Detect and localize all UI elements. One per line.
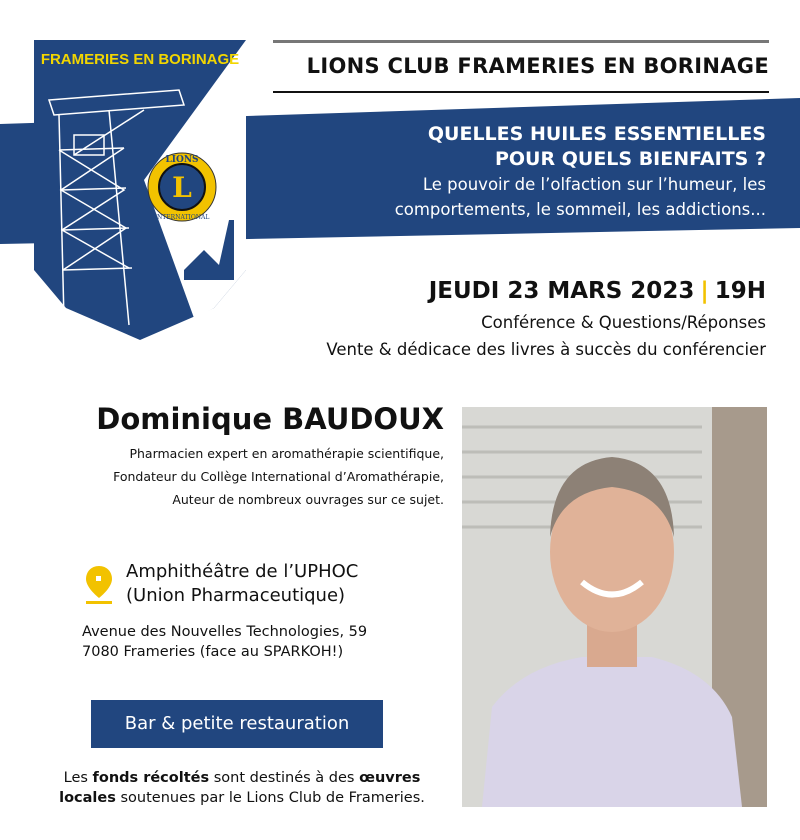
speaker-name: Dominique BAUDOUX xyxy=(96,402,444,436)
location-pin-icon xyxy=(84,564,114,604)
speaker-desc-line: Auteur de nombreux ouvrages sur ce sujet. xyxy=(172,492,444,507)
event-line: Vente & dédicace des livres à succès du conférencier xyxy=(326,340,766,359)
speaker-photo xyxy=(462,407,767,807)
svg-text:INTERNATIONAL: INTERNATIONAL xyxy=(154,214,210,221)
venue-name-line: Amphithéâtre de l’UPHOC xyxy=(126,561,359,582)
address-line: 7080 Frameries (face au SPARKOH!) xyxy=(82,644,344,660)
club-title: LIONS CLUB FRAMERIES EN BORINAGE xyxy=(306,54,769,78)
note-text: Les xyxy=(63,770,93,786)
speaker-desc-line: Fondateur du Collège International d’Aromathérapie, xyxy=(113,469,444,484)
frameries-lions-logo xyxy=(34,40,246,340)
venue-name-line: (Union Pharmaceutique) xyxy=(126,585,346,606)
note-bold: locales xyxy=(59,790,116,806)
event-date xyxy=(429,278,766,304)
conference-topic xyxy=(395,122,766,222)
date-text: JEUDI 23 MARS 2023 xyxy=(428,278,695,304)
time-text: 19H xyxy=(714,278,766,304)
note-bold: œuvres xyxy=(359,770,421,786)
topic-subtitle: comportements, le sommeil, les addictions... xyxy=(394,200,766,219)
speaker-desc-line: Pharmacien expert en aromathérapie scientifique, xyxy=(129,446,444,461)
note-text: sont destinés à des xyxy=(209,770,360,786)
venue-name xyxy=(126,560,358,608)
speaker-info xyxy=(40,402,444,511)
topic-headline: POUR QUELS BIENFAITS ? xyxy=(494,148,766,170)
venue-address xyxy=(82,622,367,662)
event-line: Conférence & Questions/Réponses xyxy=(481,313,766,332)
speaker-description xyxy=(40,442,444,511)
svg-text:FRAMERIES EN BORINAGE: FRAMERIES EN BORINAGE xyxy=(40,51,240,68)
date-separator: | xyxy=(700,278,709,304)
topic-subtitle: Le pouvoir de l’olfaction sur l’humeur, les xyxy=(422,175,766,194)
funds-note xyxy=(40,768,444,808)
note-bold: fonds récoltés xyxy=(92,770,210,786)
bar-restauration-banner: Bar & petite restauration xyxy=(91,700,383,748)
svg-text:L: L xyxy=(172,171,192,204)
svg-text:LIONS: LIONS xyxy=(165,155,199,165)
club-title-box xyxy=(273,40,769,93)
address-line: Avenue des Nouvelles Technologies, 59 xyxy=(82,624,368,640)
note-text: soutenues par le Lions Club de Frameries. xyxy=(115,790,425,806)
topic-headline: QUELLES HUILES ESSENTIELLES xyxy=(427,123,766,145)
